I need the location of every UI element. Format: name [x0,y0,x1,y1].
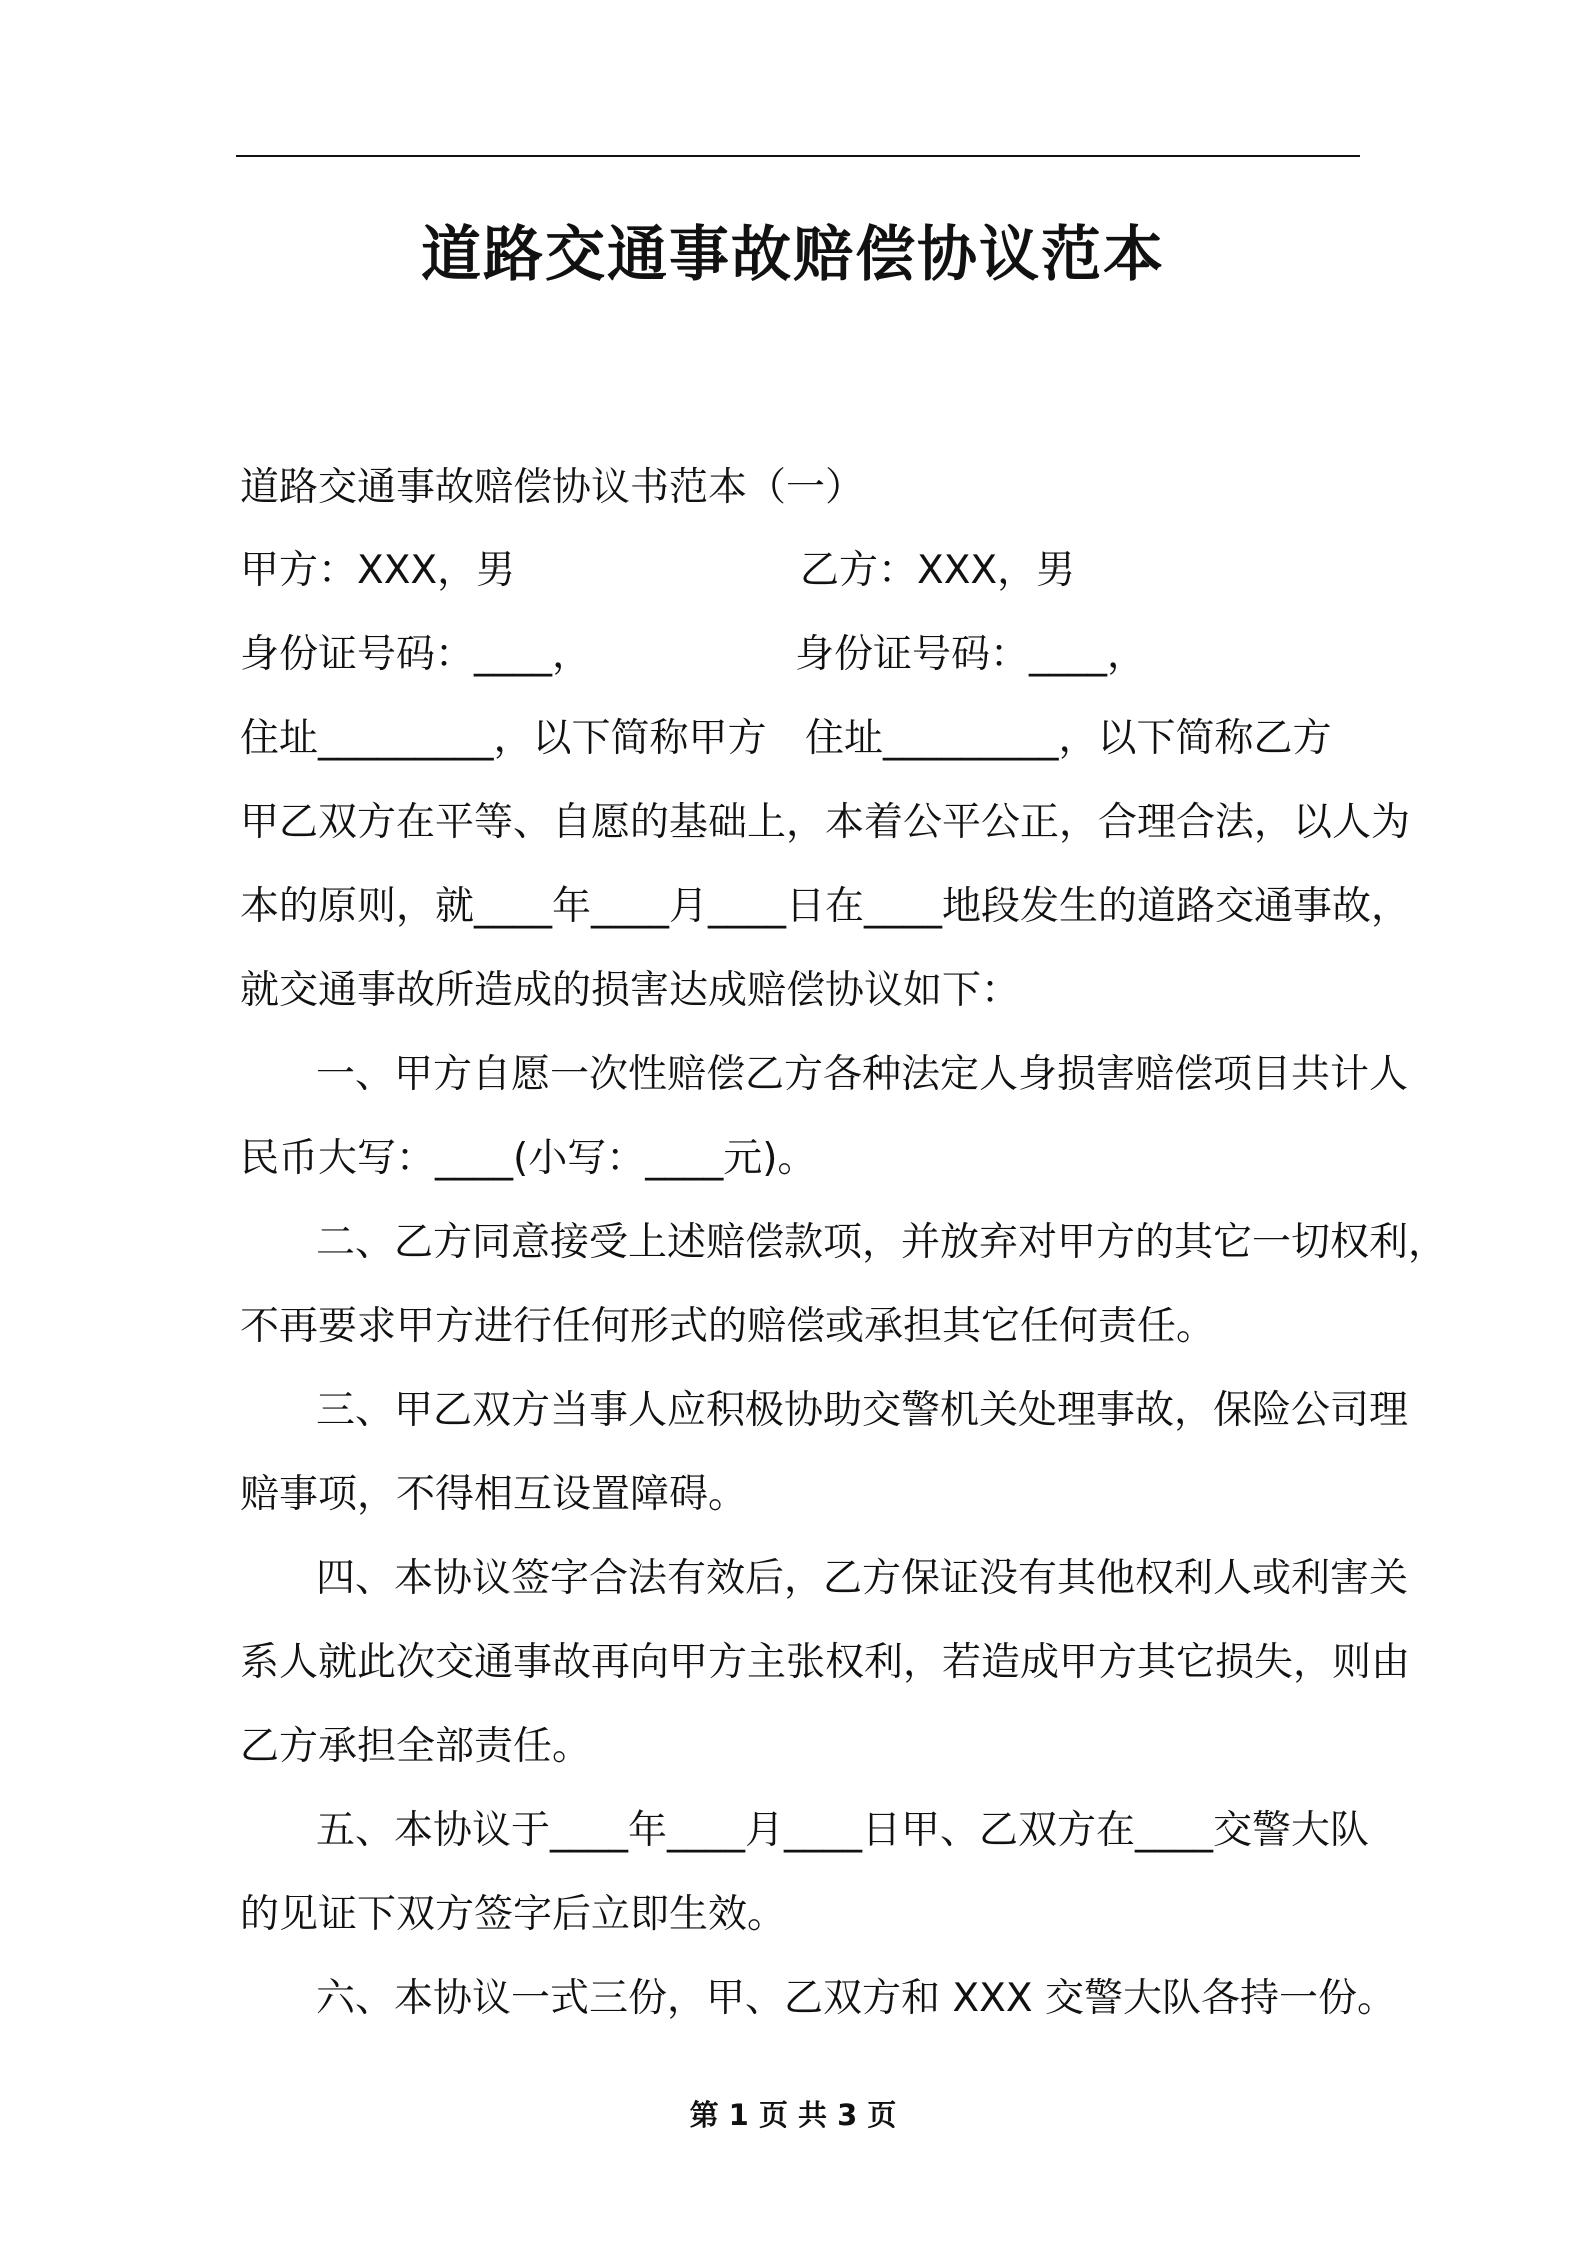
party-b-id: 身份证号码：____， [795,632,1147,677]
subtitle: 道路交通事故赔偿协议书范本（一） [240,465,865,510]
clause-6-line-1: 六、本协议一式三份，甲、乙双方和 XXX 交警大队各持一份。 [316,1976,1396,2021]
party-a-address: 住址_________，以下简称甲方 [240,716,767,761]
clause-5-line-1: 五、本协议于____年____月____日甲、乙双方在____交警大队 [316,1808,1370,1853]
header-rule [236,155,1360,157]
party-b-name: 乙方：XXX，男 [800,548,1076,593]
clause-1-line-2: 民币大写：____(小写：____元)。 [240,1136,817,1181]
clause-4-line-3: 乙方承担全部责任。 [240,1724,592,1769]
clause-2-line-1: 二、乙方同意接受上述赔偿款项，并放弃对甲方的其它一切权利， [316,1220,1448,1265]
intro-line-3: 就交通事故所造成的损害达成赔偿协议如下： [240,968,1021,1013]
clause-3-line-1: 三、甲乙双方当事人应积极协助交警机关处理事故，保险公司理 [316,1388,1409,1433]
clause-4-line-1: 四、本协议签字合法有效后，乙方保证没有其他权利人或利害关 [316,1556,1409,1601]
clause-2-line-2: 不再要求甲方进行任何形式的赔偿或承担其它任何责任。 [240,1304,1216,1349]
party-a-id: 身份证号码：____， [240,632,592,677]
party-a-name: 甲方：XXX，男 [240,548,516,593]
clause-4-line-2: 系人就此次交通事故再向甲方主张权利，若造成甲方其它损失，则由 [240,1640,1411,1685]
document-title: 道路交通事故赔偿协议范本 [421,220,1165,290]
clause-5-line-2: 的见证下双方签字后立即生效。 [240,1892,787,1937]
intro-line-2: 本的原则，就____年____月____日在____地段发生的道路交通事故， [240,884,1411,929]
page-number: 第 1 页 共 3 页 [689,2098,897,2132]
clause-3-line-2: 赔事项，不得相互设置障碍。 [240,1472,748,1517]
intro-line-1: 甲乙双方在平等、自愿的基础上，本着公平公正，合理合法，以人为 [240,800,1411,845]
party-b-address: 住址_________，以下简称乙方 [805,716,1332,761]
clause-1-line-1: 一、甲方自愿一次性赔偿乙方各种法定人身损害赔偿项目共计人 [316,1052,1409,1097]
